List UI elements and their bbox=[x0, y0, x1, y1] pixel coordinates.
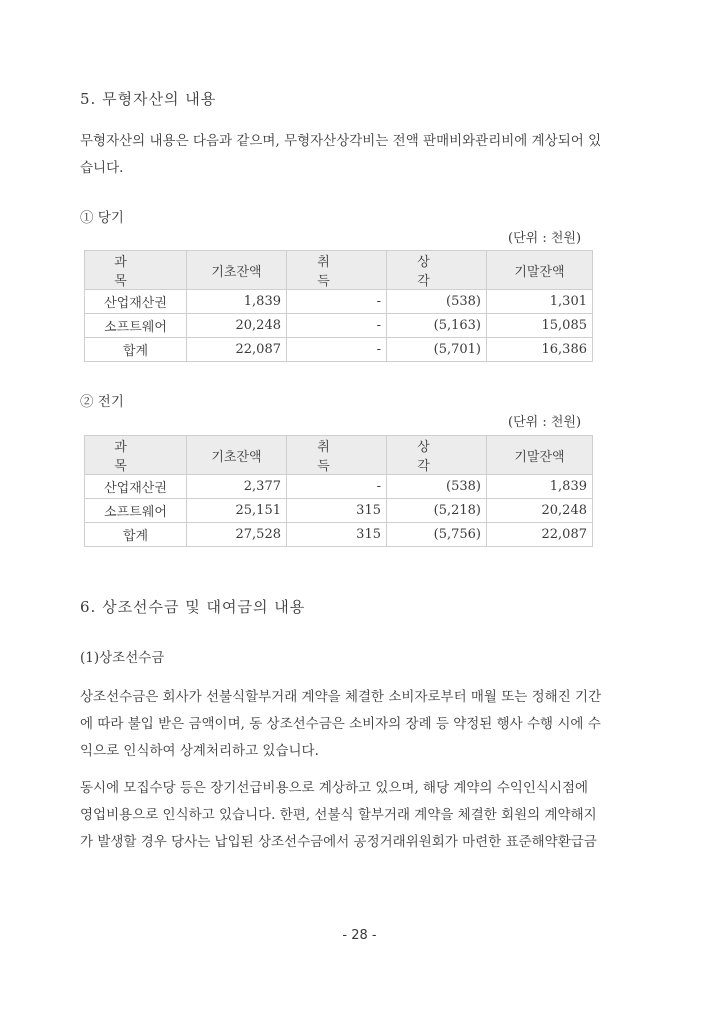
row-label: 산업재산권 bbox=[85, 475, 187, 499]
cell-opening: 25,151 bbox=[187, 499, 287, 523]
table-row bbox=[85, 290, 593, 314]
cell-acquisition: - bbox=[287, 314, 387, 338]
page-number: - 28 - bbox=[342, 928, 377, 943]
cell-opening: 22,087 bbox=[187, 338, 287, 362]
table-row bbox=[85, 338, 593, 362]
table-row bbox=[85, 475, 593, 499]
cell-acquisition: 315 bbox=[287, 499, 387, 523]
paragraph-line: 동시에 모집수당 등은 장기선급비용으로 계상하고 있으며, 해당 계약의 수익인식시점에 bbox=[80, 780, 589, 796]
header-account: 과 목 bbox=[85, 436, 187, 475]
cell-opening: 2,377 bbox=[187, 475, 287, 499]
section-6-paragraph-2 bbox=[80, 775, 597, 856]
cell-amortization: (538) bbox=[387, 475, 487, 499]
table-header-row bbox=[85, 251, 593, 290]
cell-opening: 20,248 bbox=[187, 314, 287, 338]
table-header-row bbox=[85, 436, 593, 475]
paragraph-line: 익으로 인식하여 상계처리하고 있습니다. bbox=[80, 743, 319, 759]
cell-amortization: (5,163) bbox=[387, 314, 487, 338]
cell-closing: 16,386 bbox=[487, 338, 593, 362]
cell-amortization: (5,756) bbox=[387, 523, 487, 547]
cell-amortization: (538) bbox=[387, 290, 487, 314]
row-label: 합계 bbox=[85, 338, 187, 362]
paragraph-line: 가 발생할 경우 당사는 납입된 상조선수금에서 공정거래위원회가 마련한 표준해약환급금 bbox=[80, 834, 597, 850]
current-unit-label: (단위 : 천원) bbox=[508, 231, 582, 246]
prior-unit-label: (단위 : 천원) bbox=[508, 415, 582, 430]
cell-acquisition: 315 bbox=[287, 523, 387, 547]
paragraph-line: 영업비용으로 인식하고 있습니다. 한편, 선불식 할부거래 계약을 체결한 회원의 계약해지 bbox=[80, 807, 597, 823]
header-amortization: 상 각 bbox=[387, 436, 487, 475]
table-row bbox=[85, 523, 593, 547]
header-amortization: 상 각 bbox=[387, 251, 487, 290]
cell-acquisition: - bbox=[287, 290, 387, 314]
header-opening-balance: 기초잔액 bbox=[187, 436, 287, 475]
cell-closing: 22,087 bbox=[487, 523, 593, 547]
row-label: 소프트웨어 bbox=[85, 314, 187, 338]
row-label: 합계 bbox=[85, 523, 187, 547]
cell-closing: 20,248 bbox=[487, 499, 593, 523]
header-opening-balance: 기초잔액 bbox=[187, 251, 287, 290]
cell-amortization: (5,218) bbox=[387, 499, 487, 523]
header-closing-balance: 기말잔액 bbox=[487, 251, 593, 290]
section-6-title: 6. 상조선수금 및 대여금의 내용 bbox=[80, 598, 306, 616]
cell-closing: 1,301 bbox=[487, 290, 593, 314]
current-period-label: ① 당기 bbox=[80, 210, 124, 226]
header-acquisition: 취 득 bbox=[287, 251, 387, 290]
current-intangibles-table bbox=[84, 250, 593, 362]
table-row bbox=[85, 499, 593, 523]
cell-acquisition: - bbox=[287, 475, 387, 499]
subsection-1-title: (1)상조선수금 bbox=[80, 650, 165, 666]
row-label: 소프트웨어 bbox=[85, 499, 187, 523]
header-closing-balance: 기말잔액 bbox=[487, 436, 593, 475]
row-label: 산업재산권 bbox=[85, 290, 187, 314]
cell-opening: 27,528 bbox=[187, 523, 287, 547]
paragraph-line: 무형자산의 내용은 다음과 같으며, 무형자산상각비는 전액 판매비와관리비에 계상되어 있 bbox=[80, 133, 602, 149]
section-5-paragraph bbox=[80, 128, 601, 182]
paragraph-line: 상조선수금은 회사가 선불식할부거래 계약을 체결한 소비자로부터 매월 또는 정해진 기간 bbox=[80, 689, 602, 705]
paragraph-line: 에 따라 불입 받은 금액이며, 동 상조선수금은 소비자의 장례 등 약정된 행사 수행 시에 수 bbox=[80, 716, 601, 732]
section-5-title: 5. 무형자산의 내용 bbox=[80, 90, 217, 108]
cell-amortization: (5,701) bbox=[387, 338, 487, 362]
prior-period-label: ② 전기 bbox=[80, 394, 124, 410]
table-row bbox=[85, 314, 593, 338]
section-6-paragraph-1 bbox=[80, 684, 601, 765]
cell-closing: 1,839 bbox=[487, 475, 593, 499]
header-account: 과 목 bbox=[85, 251, 187, 290]
cell-closing: 15,085 bbox=[487, 314, 593, 338]
paragraph-line: 습니다. bbox=[80, 160, 124, 176]
cell-acquisition: - bbox=[287, 338, 387, 362]
prior-intangibles-table bbox=[84, 435, 593, 547]
cell-opening: 1,839 bbox=[187, 290, 287, 314]
header-acquisition: 취 득 bbox=[287, 436, 387, 475]
